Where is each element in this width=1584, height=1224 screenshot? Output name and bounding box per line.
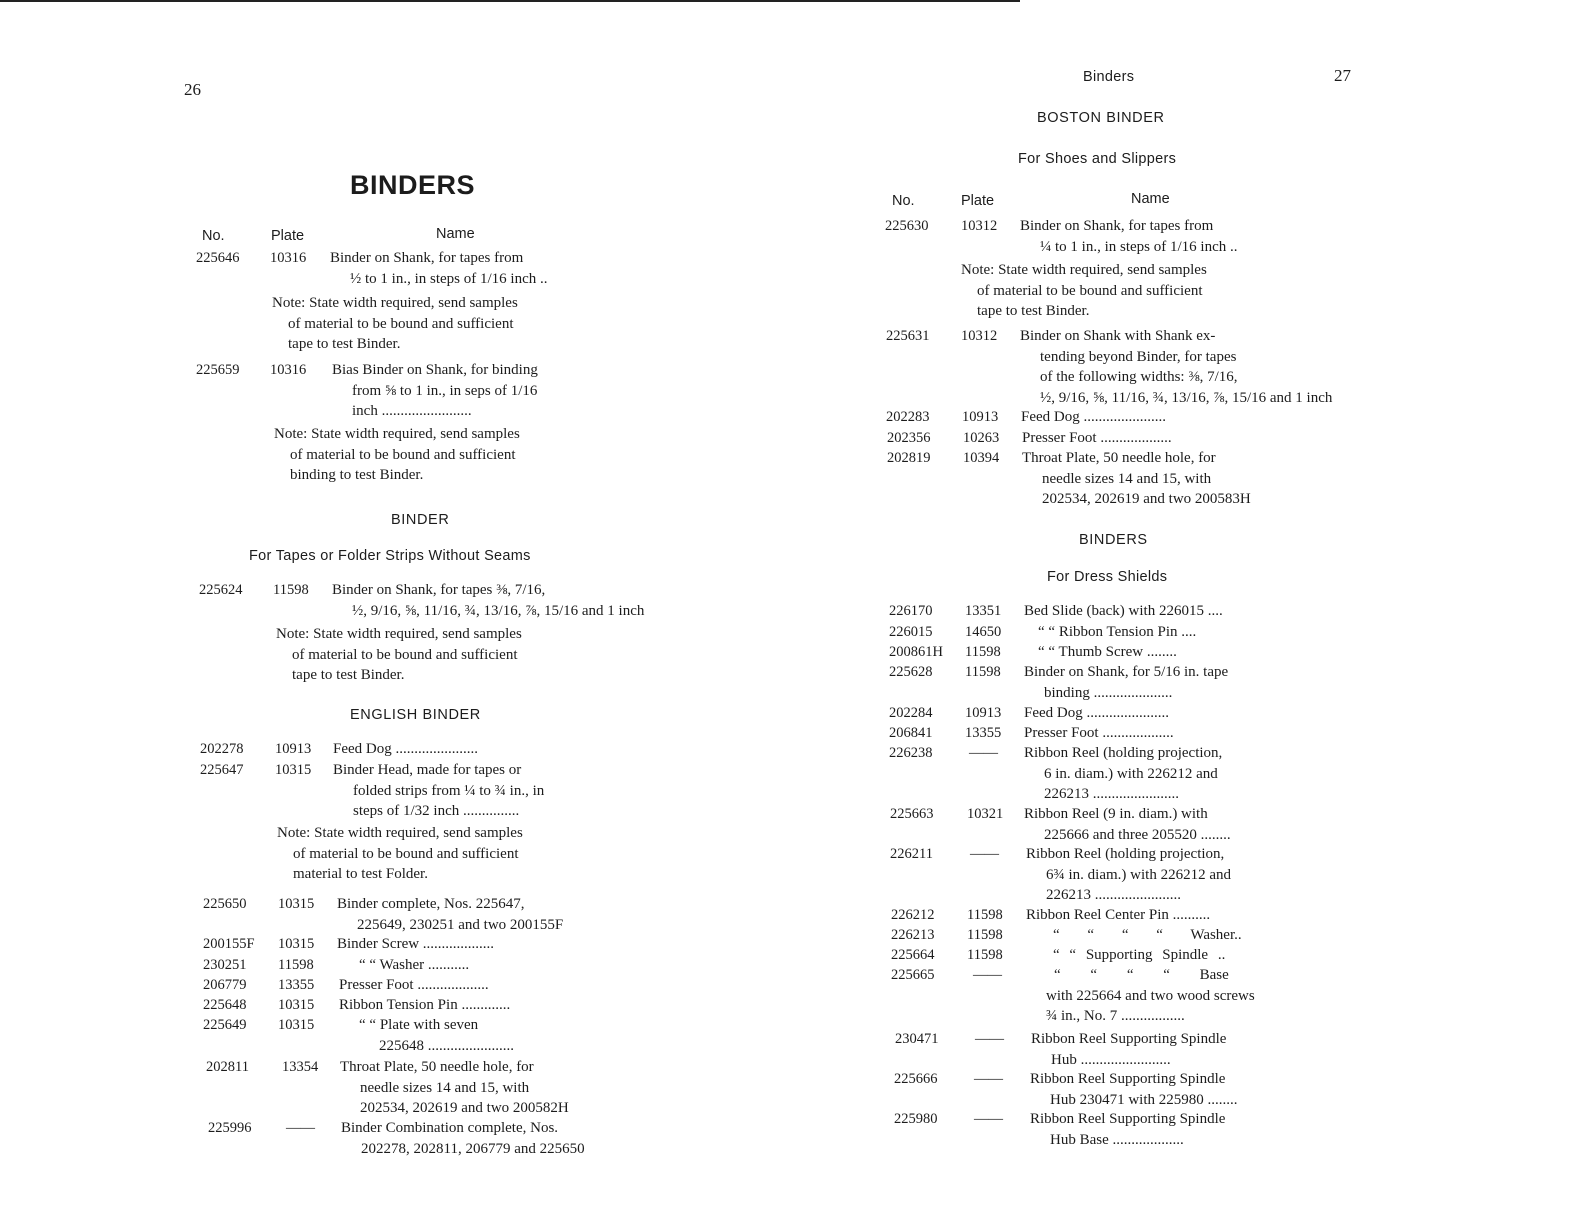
part-number: 202278 [200,741,244,757]
description-line: needle sizes 14 and 15, with [360,1079,530,1096]
plate-number: 13351 [965,603,1002,619]
part-description [340,1057,569,1119]
page-number: 27 [1334,66,1351,85]
part-description [1021,407,1166,428]
part-description [1030,1069,1238,1110]
part-description [332,360,538,422]
plate-number: 10321 [967,806,1004,822]
part-number: 202811 [206,1059,249,1075]
plate-number: 10316 [270,362,307,378]
description-line: from ⅝ to 1 in., in seps of 1/16 [352,382,538,399]
note [272,293,518,355]
description-line: 6¾ in. diam.) with 226212 and [1046,866,1231,883]
description-line: Binder complete, Nos. 225647, [337,896,525,912]
part-number: 225664 [891,947,935,963]
plate-number: 10315 [275,762,312,778]
plate-number: 11598 [967,947,1003,963]
note-line: Note: State width required, send samples [274,426,520,442]
part-number: 225996 [208,1120,252,1136]
plate-number: 10312 [961,328,998,344]
description-line: “ “ “ “ Base [1054,967,1229,983]
description-line: Presser Foot ................... [1022,430,1172,446]
part-description [1038,622,1196,643]
part-number: 206779 [203,977,247,993]
column-header-plate: Plate [271,228,305,244]
plate-number: 10913 [275,741,312,757]
description-line: Hub ........................ [1051,1051,1171,1068]
description-line: ¾ in., No. 7 ................. [1046,1008,1185,1024]
plate-number: —— [975,1031,1004,1047]
section-subtitle: For Shoes and Slippers [1018,151,1177,167]
part-description [1024,723,1174,744]
plate-number: 10263 [963,430,1000,446]
part-number: 226170 [889,603,933,619]
description-line: inch ........................ [352,403,472,419]
part-description [339,995,510,1016]
part-number: 200155F [203,936,255,952]
plate-number: 11598 [278,957,314,973]
column-header-name: Name [1131,191,1170,207]
plate-number: 10315 [278,936,315,952]
description-line: Ribbon Reel Supporting Spindle [1031,1031,1227,1047]
plate-number: 10913 [962,409,999,425]
description-line: Binder Screw ................... [337,936,495,952]
description-line: Feed Dog ...................... [1021,409,1166,425]
description-line: 226213 ....................... [1044,786,1179,802]
part-number: 225980 [894,1111,938,1127]
plate-number: 14650 [965,624,1002,640]
note-line: tape to test Binder. [977,303,1090,319]
description-line: Binder on Shank with Shank ex- [1020,328,1216,344]
description-line: Throat Plate, 50 needle hole, for [1022,450,1216,466]
description-line: Ribbon Reel (9 in. diam.) with [1024,806,1208,822]
part-description [1053,945,1225,966]
part-number: 226211 [890,846,933,862]
part-number: 225646 [196,250,240,266]
plate-number: 11598 [967,907,1003,923]
part-number: 225666 [894,1071,938,1087]
note-line: binding to test Binder. [290,467,424,483]
description-line: “ “ Plate with seven [359,1017,479,1033]
plate-number: 11598 [967,927,1003,943]
part-number: 225665 [891,967,935,983]
section-title: BINDER [391,512,450,528]
description-line: Binder Head, made for tapes or [333,762,522,778]
part-description [339,975,489,996]
column-header-plate: Plate [961,193,995,209]
description-line: Ribbon Tension Pin ............. [339,997,511,1013]
description-line: 225648 ....................... [379,1037,514,1054]
column-header-no: No. [892,193,915,209]
part-description [359,955,469,976]
description-line: Binder on Shank, for tapes from [330,250,524,266]
column-header-no: No. [202,228,225,244]
part-number: 225628 [889,664,933,680]
part-description [330,248,548,289]
part-description [1024,804,1231,845]
note-line: tape to test Binder. [292,667,405,683]
description-line: Binder Combination complete, Nos. [341,1120,559,1136]
part-number: 202283 [886,409,930,425]
description-line: binding ..................... [1044,684,1173,701]
part-number: 230251 [203,957,247,973]
part-number: 225631 [886,328,930,344]
page-number: 26 [184,80,201,99]
description-line: “ “ Washer ........... [359,957,470,973]
note [274,424,520,486]
description-line: Feed Dog ...................... [333,741,478,757]
note-line: Note: State width required, send samples [272,295,518,311]
part-number: 225659 [196,362,240,378]
part-number: 225650 [203,896,247,912]
description-line: with 225664 and two wood screws [1046,987,1255,1004]
plate-number: —— [286,1120,315,1136]
description-line: ½ to 1 in., in steps of 1/16 inch .. [350,270,548,287]
plate-number: 13355 [965,725,1002,741]
part-number: 226213 [891,927,935,943]
part-description [1031,1029,1226,1070]
description-line: 226213 ....................... [1046,887,1181,903]
part-number: 225624 [199,582,243,598]
section-title: ENGLISH BINDER [350,707,481,723]
part-description [359,1015,514,1056]
plate-number: 10913 [965,705,1002,721]
part-number: 225649 [203,1017,247,1033]
plate-number: 11598 [273,582,309,598]
description-line: 202278, 202811, 206779 and 225650 [361,1140,585,1157]
plate-number: 10315 [278,997,315,1013]
description-line: Bias Binder on Shank, for binding [332,362,538,378]
description-line: Binder on Shank, for 5/16 in. tape [1024,664,1229,680]
description-line: 225649, 230251 and two 200155F [357,916,564,933]
part-description [1026,905,1210,926]
part-number: 225663 [890,806,934,822]
part-description [337,934,494,955]
description-line: Binder on Shank, for tapes from [1020,218,1214,234]
plate-number: —— [974,1071,1003,1087]
part-description [1024,662,1228,703]
note-line: tape to test Binder. [288,336,401,352]
description-line: Bed Slide (back) with 226015 .... [1024,603,1223,619]
part-number: 200861H [889,644,943,660]
note [277,823,523,885]
part-description [332,580,644,621]
description-line: Presser Foot ................... [339,977,489,993]
part-description [1020,216,1238,257]
part-description [341,1118,585,1159]
description-line: 202534, 202619 and two 200582H [360,1100,569,1116]
running-head: Binders [1083,69,1135,85]
description-line: “ “ “ “ Washer.. [1053,927,1242,943]
description-line: 6 in. diam.) with 226212 and [1044,765,1218,782]
part-description [1020,326,1332,408]
note [276,624,522,686]
part-description [1024,743,1222,805]
section-subtitle: For Dress Shields [1047,569,1168,585]
part-number: 225647 [200,762,244,778]
description-line: Ribbon Reel (holding projection, [1026,846,1225,862]
part-description [1038,642,1177,663]
part-number: 226212 [891,907,935,923]
part-number: 225648 [203,997,247,1013]
plate-number: 10394 [963,450,1000,466]
part-number: 226238 [889,745,933,761]
section-subtitle: For Tapes or Folder Strips Without Seams [249,548,531,564]
part-description [1022,448,1251,510]
description-line: Feed Dog ...................... [1024,705,1169,721]
description-line: Ribbon Reel Supporting Spindle [1030,1071,1226,1087]
description-line: ½, 9/16, ⅝, 11/16, ¾, 13/16, ⅞, 15/16 and 1 inch [352,602,645,619]
plate-number: 11598 [965,664,1001,680]
note-line: material to test Folder. [293,866,428,882]
part-description [337,894,563,935]
description-line: 202534, 202619 and two 200583H [1042,491,1251,507]
description-line: Ribbon Reel Center Pin .......... [1026,907,1211,923]
part-description [1022,428,1172,449]
description-line: needle sizes 14 and 15, with [1042,470,1212,487]
plate-number: 10315 [278,896,315,912]
part-number: 202819 [887,450,931,466]
description-line: 225666 and three 205520 ........ [1044,826,1231,843]
note [961,260,1207,322]
part-number: 206841 [889,725,933,741]
plate-number: —— [973,967,1002,983]
description-line: Throat Plate, 50 needle hole, for [340,1059,534,1075]
page-title: BINDERS [350,170,476,200]
description-line: ¼ to 1 in., in steps of 1/16 inch .. [1040,238,1238,255]
description-line: Hub Base ................... [1050,1131,1184,1148]
note-line: Note: State width required, send samples [961,262,1207,278]
part-number: 225630 [885,218,929,234]
note-line: Note: State width required, send samples [277,825,523,841]
description-line: Ribbon Reel Supporting Spindle [1030,1111,1226,1127]
description-line: “ “ Ribbon Tension Pin .... [1038,624,1197,640]
part-number: 202356 [887,430,931,446]
note-line: of material to be bound and sufficient [292,646,518,663]
plate-number: —— [974,1111,1003,1127]
part-description [1046,965,1255,1027]
section-title: BOSTON BINDER [1037,110,1165,126]
plate-number: —— [970,846,999,862]
part-description [1024,601,1223,622]
plate-number: 13355 [278,977,315,993]
part-description [333,760,544,822]
part-description [1024,703,1169,724]
description-line: steps of 1/32 inch ............... [353,803,520,819]
plate-number: 13354 [282,1059,319,1075]
plate-number: 10312 [961,218,998,234]
part-description [333,739,478,760]
column-header-name: Name [436,226,475,242]
description-line: Hub 230471 with 225980 ........ [1050,1091,1238,1108]
note-line: of material to be bound and sufficient [288,315,514,332]
plate-number: 10315 [278,1017,315,1033]
description-line: ½, 9/16, ⅝, 11/16, ¾, 13/16, ⅞, 15/16 and 1 inch [1040,389,1333,406]
section-title: BINDERS [1079,532,1148,548]
part-description [1053,925,1242,946]
note-line: of material to be bound and sufficient [290,446,516,463]
description-line: tending beyond Binder, for tapes [1040,348,1237,365]
description-line: “ “ Supporting Spindle .. [1053,947,1226,963]
description-line: “ “ Thumb Screw ........ [1038,644,1177,660]
part-number: 202284 [889,705,933,721]
description-line: of the following widths: ⅜, 7/16, [1040,369,1238,385]
left-page [0,0,790,1224]
description-line: folded strips from ¼ to ¾ in., in [353,782,545,799]
plate-number: —— [969,745,998,761]
part-description [1030,1109,1225,1150]
plate-number: 11598 [965,644,1001,660]
part-description [1026,844,1231,906]
note-line: Note: State width required, send samples [276,626,522,642]
right-page [800,0,1584,1224]
description-line: Presser Foot ................... [1024,725,1174,741]
description-line: Binder on Shank, for tapes ⅜, 7/16, [332,582,546,598]
note-line: of material to be bound and sufficient [977,282,1203,299]
part-number: 226015 [889,624,933,640]
description-line: Ribbon Reel (holding projection, [1024,745,1223,761]
plate-number: 10316 [270,250,307,266]
part-number: 230471 [895,1031,939,1047]
note-line: of material to be bound and sufficient [293,845,519,862]
